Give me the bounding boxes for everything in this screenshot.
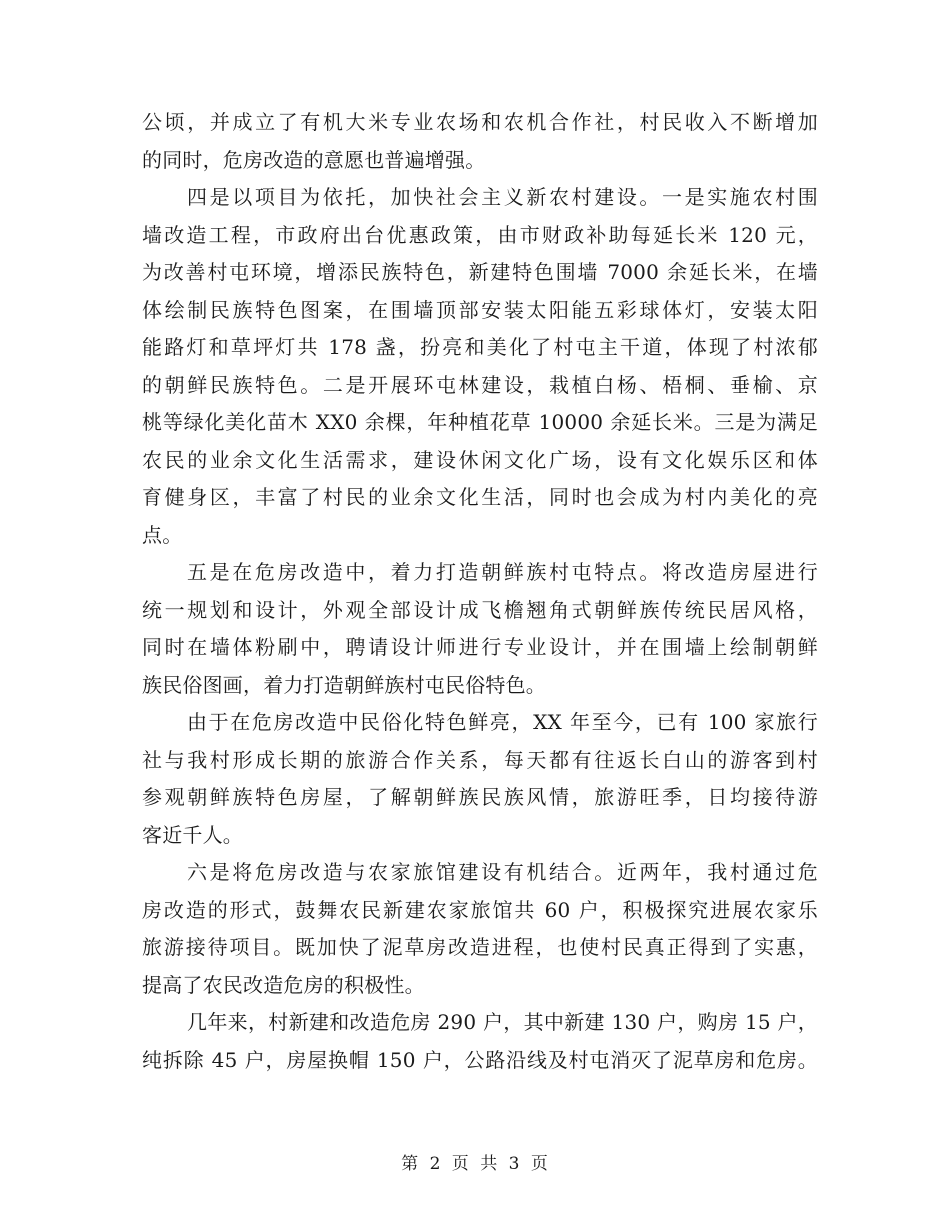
text-line: 社与我村形成长期的旅游合作关系，每天都有往返长白山的游客到村 [142, 747, 818, 772]
text-line: 提高了农民改造危房的积极性。 [142, 972, 425, 997]
text-line: 农民的业余文化生活需求，建设休闲文化广场，设有文化娱乐区和体 [142, 447, 818, 472]
text-line: 公顷，并成立了有机大米专业农场和农机合作社，村民收入不断增加 [142, 110, 818, 134]
paragraph-start-line: 四是以项目为依托，加快社会主义新农村建设。一是实施农村围 [187, 185, 818, 209]
text-line: 客近千人。 [142, 822, 243, 847]
text-line: 旅游接待项目。既加快了泥草房改造进程，也使村民真正得到了实惠， [142, 935, 818, 959]
text-line: 族民俗图画，着力打造朝鲜族村屯民俗特色。 [142, 672, 546, 697]
text-line: 育健身区，丰富了村民的业余文化生活，同时也会成为村内美化的亮 [142, 485, 818, 509]
paragraph-start-line: 五是在危房改造中，着力打造朝鲜族村屯特点。将改造房屋进行 [187, 560, 818, 584]
text-line: 的同时，危房改造的意愿也普遍增强。 [142, 147, 486, 172]
text-line: 桃等绿化美化苗木 XX0 余棵，年种植花草 10000 余延长米。三是为满足 [142, 410, 818, 434]
text-line: 的朝鲜民族特色。二是开展环屯林建设，栽植白杨、梧桐、垂榆、京 [142, 372, 818, 397]
text-line: 统一规划和设计，外观全部设计成飞檐翘角式朝鲜族传统民居风格， [142, 597, 818, 622]
page-number-footer: 第 2 页 共 3 页 [401, 1154, 549, 1174]
text-line: 点。 [142, 522, 183, 547]
text-line: 墙改造工程，市政府出台优惠政策，由市财政补助每延长米 120 元， [142, 222, 818, 247]
text-line: 纯拆除 45 户，房屋换帽 150 户，公路沿线及村屯消灭了泥草房和危房。 [142, 1047, 818, 1072]
text-line: 同时在墙体粉刷中，聘请设计师进行专业设计，并在围墙上绘制朝鲜 [142, 635, 818, 659]
paragraph-start-line: 由于在危房改造中民俗化特色鲜亮，XX 年至今，已有 100 家旅行 [187, 710, 818, 734]
text-line: 能路灯和草坪灯共 178 盏，扮亮和美化了村屯主干道，体现了村浓郁 [142, 335, 818, 359]
document-body [142, 104, 818, 1079]
text-line: 体绘制民族特色图案，在围墙顶部安装太阳能五彩球体灯，安装太阳 [142, 297, 818, 322]
paragraph-start-line: 几年来，村新建和改造危房 290 户，其中新建 130 户，购房 15 户， [187, 1010, 818, 1034]
text-line: 参观朝鲜族特色房屋，了解朝鲜族民族风情，旅游旺季，日均接待游 [142, 785, 818, 809]
text-line: 房改造的形式，鼓舞农民新建农家旅馆共 60 户，积极探究进展农家乐 [142, 897, 818, 922]
text-line: 为改善村屯环境，增添民族特色，新建特色围墙 7000 余延长米，在墙 [142, 260, 818, 284]
paragraph-start-line: 六是将危房改造与农家旅馆建设有机结合。近两年，我村通过危 [187, 860, 818, 884]
